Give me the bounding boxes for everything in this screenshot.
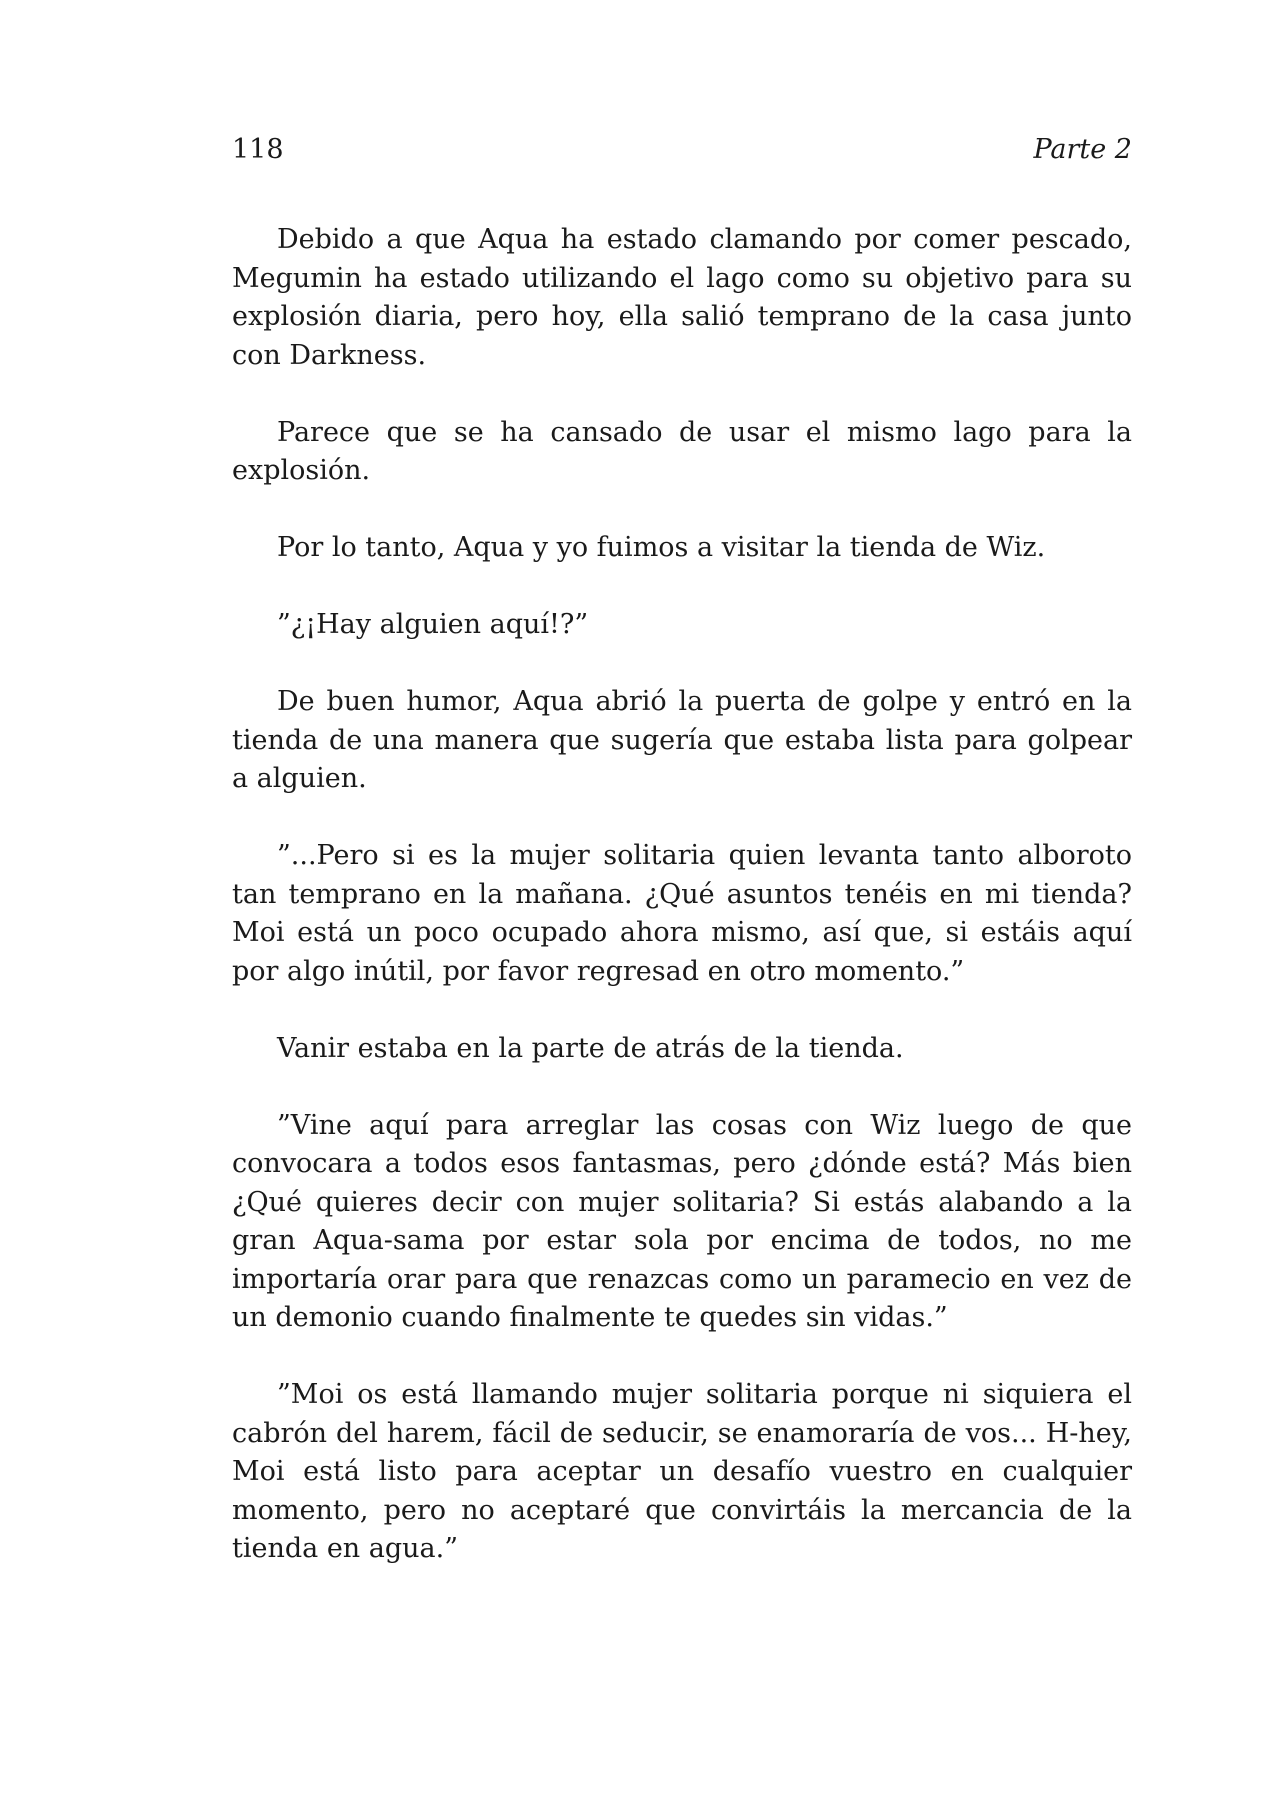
paragraph: Debido a que Aqua ha estado clamando por comer pescado, Megumin ha estado utilizando el lago como su objetivo para su explosión diaria, pero hoy, ella salió temprano de la casa junto con Darkness. xyxy=(232,224,1132,371)
paragraph: Vanir estaba en la parte de atrás de la tienda. xyxy=(277,1032,904,1064)
paragraph: ”Moi os está llamando mujer solitaria porque ni siquiera el cabrón del harem, fácil de seducir, se enamoraría de vos... H-hey, Moi está listo para aceptar un desafío vuestro en cualquier momento, pero no aceptaré que convirtáis la mercancia de la tienda en agua.” xyxy=(232,1379,1132,1564)
paragraph: ”...Pero si es la mujer solitaria quien levanta tanto alboroto tan temprano en la mañana. ¿Qué asuntos tenéis en mi tienda? Moi está un poco ocupado ahora mismo, así que, si estáis aquí por algo inútil, por favor regresad en otro momento.” xyxy=(232,840,1132,987)
section-title: Parte 2 xyxy=(1033,134,1132,165)
paragraph: ”Vine aquí para arreglar las cosas con Wiz luego de que convocara a todos esos fantasmas, pero ¿dónde está? Más bien ¿Qué quieres decir con mujer solitaria? Si estás alabando a la gran Aqua-sama por estar sola por encima de todos, no me importaría orar para que renazcas como un paramecio en vez de un demonio cuando finalmente te quedes sin vidas.” xyxy=(232,1109,1132,1333)
paragraph: De buen humor, Aqua abrió la puerta de golpe y entró en la tienda de una manera que sugería que estaba lista para golpear a alguien. xyxy=(232,686,1132,794)
running-head xyxy=(232,130,1132,170)
paragraph: ”¿¡Hay alguien aquí!?” xyxy=(277,609,589,640)
body-text xyxy=(232,221,1132,1607)
page-number: 118 xyxy=(232,134,284,165)
paragraph: Por lo tanto, Aqua y yo fuimos a visitar la tienda de Wiz. xyxy=(277,532,1046,563)
paragraph: Parece que se ha cansado de usar el mismo lago para la explosión. xyxy=(232,416,1132,486)
